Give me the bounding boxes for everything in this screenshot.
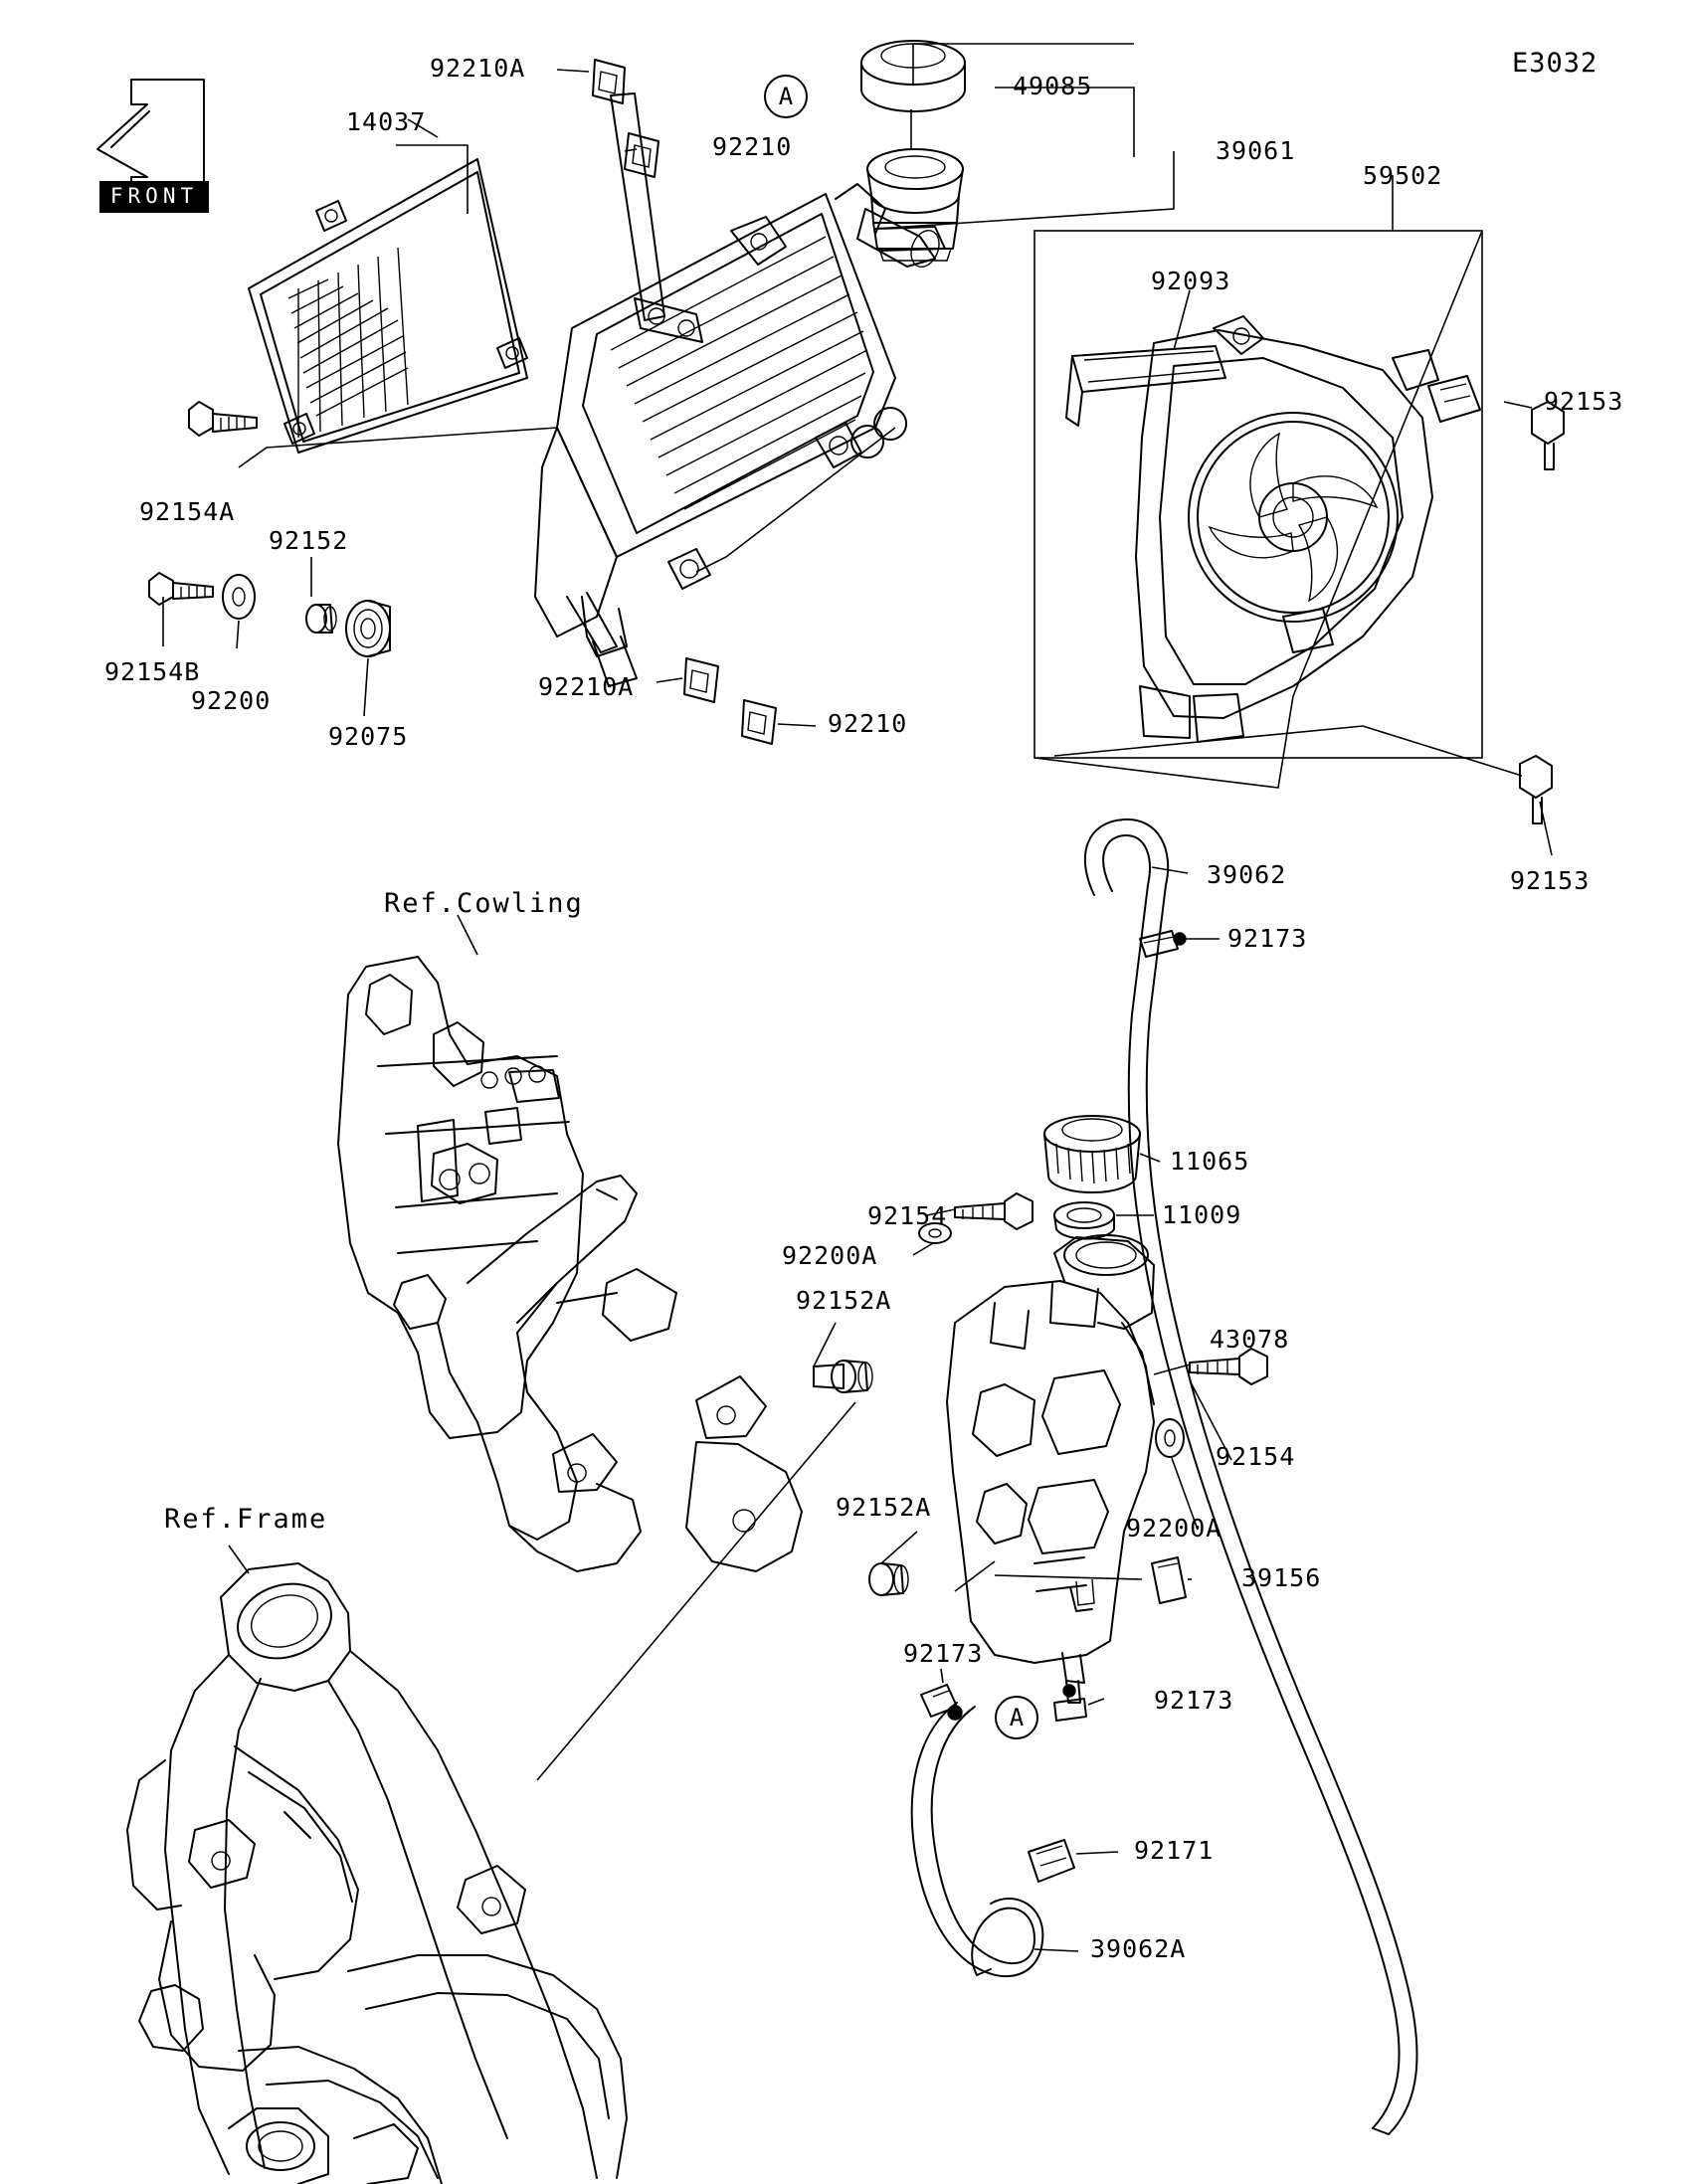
part-92075: 92075	[328, 722, 409, 751]
fan-assembly-59502	[1034, 231, 1482, 788]
radiator-screen-14037	[249, 159, 527, 453]
damper-92152a-lower	[869, 1563, 908, 1595]
part-92171: 92171	[1134, 1836, 1215, 1865]
part-39156: 39156	[1241, 1563, 1322, 1592]
tank-cap-11065	[1044, 1116, 1140, 1192]
part-92210a-top: 92210A	[430, 54, 526, 83]
callout-a-bottom: A	[995, 1696, 1038, 1739]
part-92200: 92200	[191, 686, 272, 715]
clip-92173-mid	[921, 1685, 962, 1720]
part-11009: 11009	[1162, 1200, 1242, 1229]
part-92210-lower: 92210	[828, 709, 908, 738]
part-43078: 43078	[1210, 1325, 1290, 1354]
part-92093: 92093	[1151, 267, 1231, 295]
part-49085: 49085	[1013, 72, 1093, 100]
washer-92200a-right	[1156, 1419, 1184, 1457]
ref-cowling: Ref.Cowling	[384, 888, 584, 919]
clamp-92210-lower	[742, 700, 776, 744]
part-92153-bottom: 92153	[1510, 866, 1591, 895]
part-92154b: 92154B	[104, 657, 201, 686]
bolt-92154-right	[1190, 1349, 1267, 1384]
label-39156	[1152, 1557, 1186, 1603]
bolt-92153-bottom	[1520, 756, 1552, 823]
gasket-11009	[1054, 1202, 1114, 1239]
damper-92152a-upper	[814, 1361, 872, 1392]
part-11065: 11065	[1170, 1147, 1250, 1176]
sheet-code: E3032	[1512, 48, 1598, 79]
part-59502: 59502	[1363, 161, 1443, 190]
grommet-92075	[346, 601, 390, 656]
hose-39062a	[912, 1703, 1043, 1976]
bracket-rod-top	[611, 93, 702, 342]
part-14037: 14037	[346, 107, 427, 136]
clamp-92210a-lower	[684, 658, 718, 702]
part-92210a-lower: 92210A	[538, 672, 635, 701]
bolt-92154-left	[955, 1193, 1033, 1229]
part-92173-mid: 92173	[903, 1639, 984, 1668]
part-39062a: 39062A	[1090, 1934, 1187, 1963]
part-39062: 39062	[1207, 860, 1287, 889]
clip-92171	[1029, 1840, 1074, 1882]
part-92153-right: 92153	[1544, 387, 1624, 416]
clamp-92210a-top	[593, 60, 625, 103]
part-92210-top: 92210	[712, 132, 793, 161]
frame-assembly	[127, 1563, 627, 2184]
reserve-tank-43078	[947, 1235, 1154, 1703]
part-92200a-right: 92200A	[1126, 1514, 1222, 1543]
part-39061: 39061	[1216, 136, 1296, 165]
part-92154-right: 92154	[1216, 1442, 1296, 1471]
washer-92200	[223, 575, 255, 619]
part-92154-left: 92154	[867, 1201, 948, 1230]
part-92154a: 92154A	[139, 497, 236, 526]
bolt-92154a	[189, 402, 257, 436]
callout-a-top: A	[764, 75, 808, 118]
bolt-92154b	[149, 573, 213, 605]
part-92173-top: 92173	[1227, 924, 1308, 953]
part-92173-right: 92173	[1154, 1686, 1234, 1715]
cowling-bracket	[338, 957, 802, 1571]
part-92200a-left: 92200A	[782, 1241, 878, 1270]
part-92152: 92152	[269, 526, 349, 555]
clip-92173-top	[1140, 931, 1186, 957]
part-92152a-lower: 92152A	[836, 1493, 932, 1522]
front-arrow-label: FRONT	[99, 181, 209, 213]
part-92152a-upper: 92152A	[796, 1286, 892, 1315]
ref-frame: Ref.Frame	[164, 1504, 328, 1535]
damper-92152	[306, 605, 336, 633]
